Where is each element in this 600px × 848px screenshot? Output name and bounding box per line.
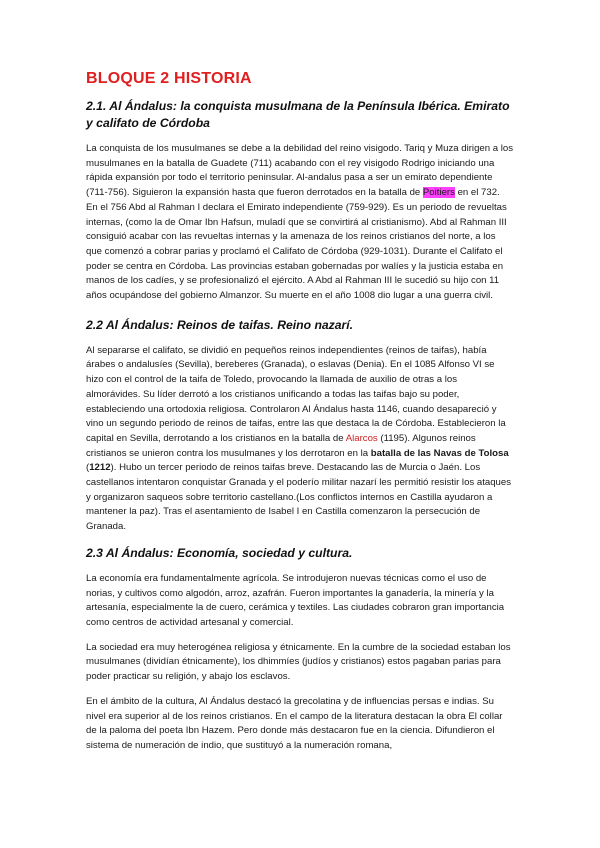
text-run: Al separarse el califato, se dividió en pequeños reinos independientes (reinos de taifas), había árabes o andalusíes (Sevilla), bereberes (Granada), o eslavas (Denia). En el 1085 Alfonso VI se hizo con el control de la taifa de Toledo, provocando la llamada de auxilio de otras a los almorávides. Su líder derrotó a los cristianos unificando a todas las taifas bajo su poder, estableciendo una ortodoxia religiosa. Controlaron Al Ándalus hasta 1146, cuando desapareció y vino un segundo periodo de reinos de taifas, entre las que destaca la de Córdoba. Establecieron la capital en Sevilla, derrotando a los cristianos en la batalla de	[86, 344, 506, 444]
section-heading: 2.3 Al Ándalus: Economía, sociedad y cultura.	[86, 545, 353, 560]
bold-text: 1212	[89, 462, 111, 474]
text-run: ). Hubo un tercer periodo de reinos taifas breve. Destacando las de Murcia o Jaén. Los castellanos intentaron conquistar Granada y el poderío militar nazarí les permitió resistir los ataques y organizaron saqueos sobre territorio castellano.(Los conflictos internos en Castilla ayudaron a mantener la paz). Tras el asentamiento de Isabel I en Castilla comenzaron la persecución de Granada.	[86, 462, 512, 533]
section-heading: 2.2 Al Ándalus: Reinos de taifas. Reino nazarí.	[86, 317, 354, 332]
section-paragraph-economia: La economía era fundamentalmente agrícola. Se introdujeron nuevas técnicas como el uso de norias, y cultivos como algodón, arroz, azafrán. Fueron importantes la ganadería, la minería y la artesanía, especialmente la de cuero, cerámica y textiles. Las ciudades cobraron gran importancia como centros de actividad artesanal y comercial.	[86, 572, 505, 628]
document-title: BLOQUE 2 HISTORIA	[86, 70, 252, 87]
section-heading: 2.1. Al Ándalus: la conquista musulmana de la Península Ibérica. Emirato y califato de Córdoba	[86, 99, 510, 130]
text-run: en el 732. En el 756 Abd al Rahman I declara el Emirato independiente (759-929). Es un periodo de revueltas internas, (como la de Omar Ibn Hafsun, muladí que se convirtirá al cristianismo). Abd al Rahman III consiguió acabar con las revueltas internas y la amenaza de los reinos cristianos del norte, a los que comenzó a cobrar parias y proclamó el Califato de Córdoba (929-1031). Durante el Califato el poder se centra en Córdoba. Las provincias estaban gobernadas por walíes y la justicia estaba en manos de los cadíes, y se profesionalizó el ejército. A Abd al Rahman III le sucedió su hijo con 11 años ocupándose del gobierno Almanzor. Su muerte en el año 1008 dio lugar a una guerra civil.	[86, 187, 507, 302]
text-run: (	[86, 462, 90, 474]
text-run: La conquista de los musulmanes se debe a la debilidad del reino visigodo. Tariq y Muza dirigen a los musulmanes en la batalla de Guadete (711) acabando con el rey visigodo Rodrigo iniciando una rápida expansión por todo el territorio peninsular. Al-andalus pasa a ser un emirato dependiente (711-756). Siguieron la expansión hasta que fueron derrotados en la batalla de	[86, 143, 514, 199]
red-text: Alarcos	[345, 432, 378, 444]
section-emirato-califato	[86, 98, 514, 304]
section-economia-sociedad-cultura	[86, 545, 514, 754]
section-paragraph	[86, 344, 514, 535]
section-paragraph-cultura: En el ámbito de la cultura, Al Ándalus destacó la grecolatina y de influencias persas e indias. Su nivel era superior al de los reinos cristianos. En el campo de la literatura destacan la obra El collar de la paloma del poeta Ibn Hazem. Pero donde más destacaron fue en la ciencia. Difundieron el sistema de numeración de indio, que sustituyó a la numeración romana,	[86, 695, 503, 751]
text-run: (1195). Algunos reinos cristianos se unieron contra los musulmanes y los derrotaron en la	[86, 432, 476, 459]
section-paragraph-sociedad: La sociedad era muy heterogénea religiosa y étnicamente. En la cumbre de la sociedad estaban los musulmanes (dividían étnicamente), los dhimmíes (judíos y cristianos) estos pagaban parias para poder practicar su religión, y abajo los esclavos.	[86, 641, 511, 683]
section-reinos-taifas	[86, 317, 514, 535]
bold-text: batalla de las Navas de Tolosa	[370, 447, 509, 459]
highlighted-text: Poitiers	[422, 187, 455, 199]
section-paragraph	[86, 142, 514, 304]
